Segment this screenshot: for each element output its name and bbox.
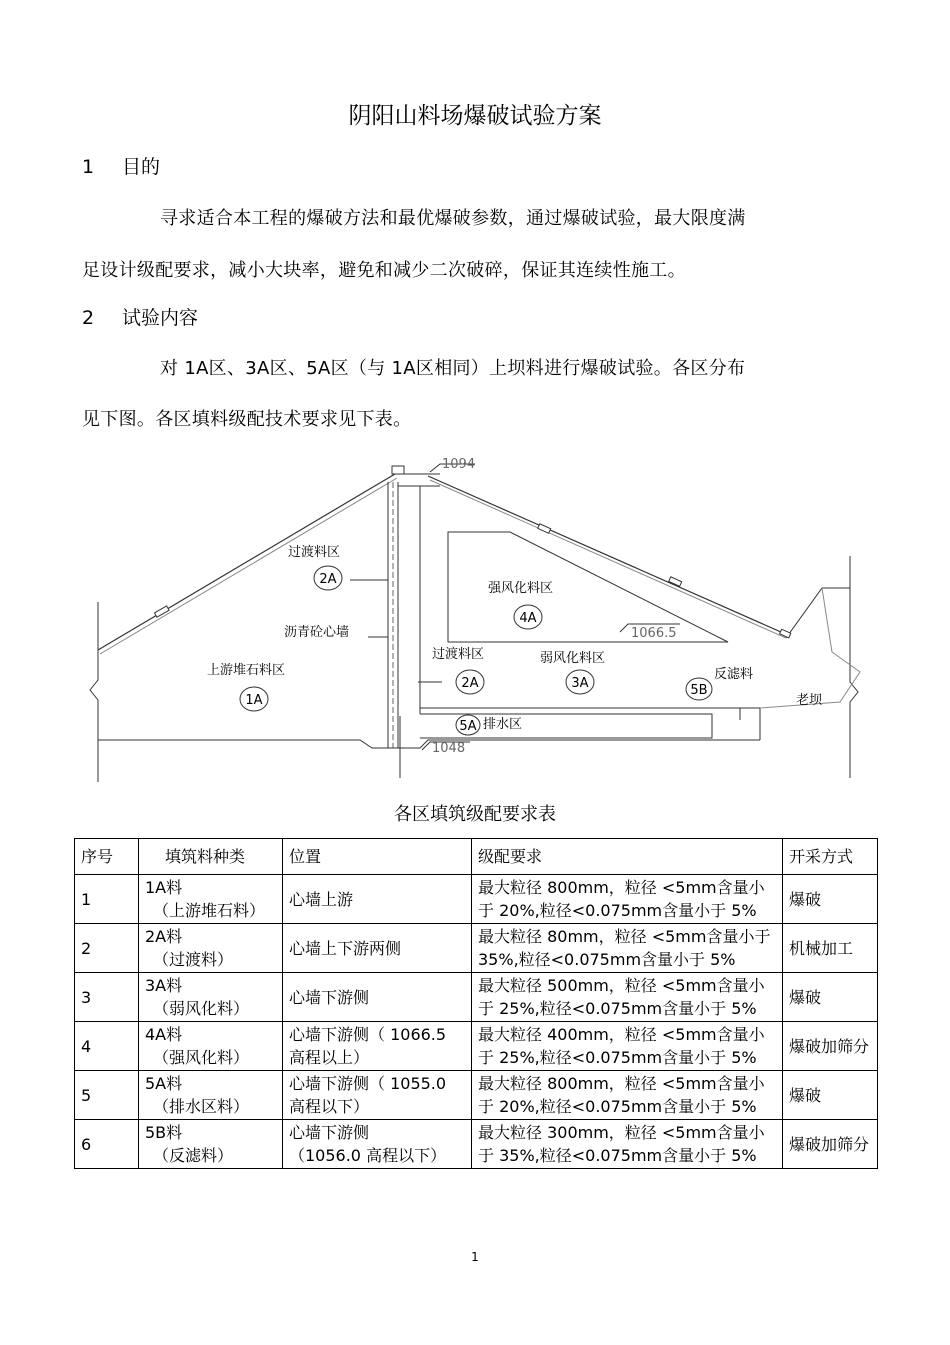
- cell-type-note: （弱风化料）: [153, 999, 250, 1018]
- table-row: [75, 973, 878, 1022]
- cell-type: [139, 1071, 283, 1120]
- cell-method: 爆破加筛分: [783, 1022, 878, 1071]
- cell-requirement: [472, 973, 783, 1022]
- label-old-dam: 老坝: [796, 693, 823, 708]
- section-1-line-2: 足设计级配要求，减小大块率，避免和减少二次破碎，保证其连续性施工。: [82, 260, 686, 281]
- downstream-slope-inner-line: [430, 480, 786, 638]
- cell-method: 爆破: [783, 875, 878, 924]
- zone-5A: 5A: [459, 719, 477, 734]
- section-2-number: 2: [82, 307, 95, 329]
- old-dam-face: [760, 588, 860, 708]
- section-2-line-1: 对 1A区、3A区、5A区（与 1A区相同）上坝料进行爆破试验。各区分布: [160, 358, 746, 379]
- upstream-slope-line: [98, 474, 395, 650]
- cell-requirement-line-2: 于 20%,粒径<0.075mm含量小于 5%: [478, 1097, 757, 1116]
- cell-requirement: [472, 1071, 783, 1120]
- cell-method: 爆破加筛分: [783, 1120, 878, 1169]
- cell-location: [283, 924, 472, 973]
- cell-requirement-line-1: 最大粒径 300mm，粒径 <5mm含量小: [478, 1123, 765, 1142]
- slope-marker: [538, 524, 551, 533]
- cell-requirement-line-1: 最大粒径 800mm，粒径 <5mm含量小: [478, 1074, 765, 1093]
- section-1-heading: [82, 152, 160, 179]
- table-caption: 各区填筑级配要求表: [394, 804, 556, 825]
- cell-type-note: （过渡料）: [153, 950, 234, 969]
- cell-method: 机械加工: [783, 924, 878, 973]
- cell-no: 2: [75, 924, 139, 973]
- header-location: 位置: [283, 839, 472, 875]
- cell-type: [139, 1120, 283, 1169]
- cell-type-note: （排水区料）: [153, 1097, 250, 1116]
- zone-1A: 1A: [245, 693, 263, 708]
- zone-2A-upstream: 2A: [319, 572, 337, 587]
- table-row: [75, 1120, 878, 1169]
- cell-location-line-2: 高程以上）: [289, 1048, 370, 1067]
- cell-no: 4: [75, 1022, 139, 1071]
- cell-location-line-2: 高程以下）: [289, 1097, 370, 1116]
- page-number: 1: [471, 1250, 479, 1264]
- zone-2A-downstream: 2A: [461, 676, 479, 691]
- label-transition-upstream: 过渡料区: [288, 545, 341, 560]
- cell-requirement-line-2: 于 25%,粒径<0.075mm含量小于 5%: [478, 1048, 757, 1067]
- header-method: 开采方式: [783, 839, 878, 875]
- cell-requirement-line-1: 最大粒径 800mm，粒径 <5mm含量小: [478, 878, 765, 897]
- label-filter: 反滤料: [714, 667, 754, 682]
- label-upstream-rockfill: 上游堆石料区: [207, 663, 286, 678]
- cell-location-line-1: 心墙上游: [289, 889, 354, 909]
- cell-requirement: [472, 924, 783, 973]
- cell-type-note: （反滤料）: [153, 1146, 234, 1165]
- cell-no: 1: [75, 875, 139, 924]
- cell-location-line-1: 心墙下游侧（ 1066.5: [289, 1025, 447, 1044]
- table-row: [75, 875, 878, 924]
- base-line: [98, 740, 760, 748]
- zone-3A: 3A: [571, 676, 589, 691]
- cell-type-name: 3A料: [145, 976, 183, 995]
- table-row: [75, 1022, 878, 1071]
- section-2-title: 试验内容: [122, 307, 199, 329]
- cell-requirement-line-1: 最大粒径 400mm，粒径 <5mm含量小: [478, 1025, 765, 1044]
- cell-type-note: （上游堆石料）: [153, 901, 266, 920]
- cell-requirement: [472, 1022, 783, 1071]
- slope-marker: [154, 606, 169, 617]
- cell-location: [283, 973, 472, 1022]
- cell-type: [139, 1022, 283, 1071]
- cell-type: [139, 973, 283, 1022]
- section-2-heading: [82, 303, 198, 330]
- cell-type-name: 2A料: [145, 927, 183, 946]
- header-type: 填筑料种类: [139, 839, 283, 875]
- crest-elevation: 1094: [442, 457, 476, 472]
- section-1-title: 目的: [122, 156, 161, 178]
- cell-location: [283, 875, 472, 924]
- section-2-line-2: 见下图。各区填料级配技术要求见下表。: [82, 409, 412, 430]
- cell-type-name: 4A料: [145, 1025, 183, 1044]
- cell-type: [139, 875, 283, 924]
- label-weak-weathered: 弱风化料区: [540, 651, 606, 666]
- cell-requirement: [472, 1120, 783, 1169]
- cell-type-note: （强风化料）: [153, 1048, 250, 1067]
- cell-location-line-1: 心墙上下游两侧: [289, 938, 402, 958]
- cell-location-line-2: （1056.0 高程以下）: [289, 1146, 447, 1165]
- slope-marker: [780, 629, 791, 638]
- cell-type-name: 5B料: [145, 1123, 183, 1142]
- cell-location: [283, 1071, 472, 1120]
- cell-location-line-1: 心墙下游侧: [289, 987, 370, 1007]
- header-requirement: 级配要求: [472, 839, 783, 875]
- middle-elevation: 1066.5: [631, 626, 677, 641]
- cell-requirement: [472, 875, 783, 924]
- dam-cross-section-figure: [80, 452, 870, 787]
- cell-no: 5: [75, 1071, 139, 1120]
- downstream-slope-line: [428, 476, 790, 636]
- cell-location-line-1: 心墙下游侧: [289, 1123, 370, 1142]
- cell-type-name: 5A料: [145, 1074, 183, 1093]
- left-boundary-line: [90, 602, 98, 782]
- cell-type: [139, 924, 283, 973]
- header-no: 序号: [75, 839, 139, 875]
- cell-no: 6: [75, 1120, 139, 1169]
- label-drainage: 排水区: [483, 717, 523, 732]
- cell-requirement-line-2: 于 25%,粒径<0.075mm含量小于 5%: [478, 999, 757, 1018]
- cell-requirement-line-1: 最大粒径 80mm，粒径 <5mm含量小于: [478, 927, 771, 946]
- cell-location: [283, 1120, 472, 1169]
- label-strong-weathered: 强风化料区: [488, 581, 554, 596]
- zone-5B: 5B: [690, 683, 708, 698]
- cell-requirement-line-1: 最大粒径 500mm，粒径 <5mm含量小: [478, 976, 765, 995]
- bottom-elevation: 1048: [432, 741, 466, 756]
- cell-type-name: 1A料: [145, 878, 183, 897]
- table-row: [75, 1071, 878, 1120]
- cell-location: [283, 1022, 472, 1071]
- cell-requirement-line-2: 于 35%,粒径<0.075mm含量小于 5%: [478, 1146, 757, 1165]
- cell-location-line-1: 心墙下游侧（ 1055.0: [289, 1074, 447, 1093]
- cell-method: 爆破: [783, 973, 878, 1022]
- label-asphalt-core: 沥青砼心墙: [284, 625, 350, 640]
- cell-requirement-line-2: 于 20%,粒径<0.075mm含量小于 5%: [478, 901, 757, 920]
- label-transition-downstream: 过渡料区: [432, 647, 485, 662]
- crest-block: [392, 466, 404, 474]
- table-row: [75, 924, 878, 973]
- table-header-row: [75, 839, 878, 875]
- cell-requirement-line-2: 35%,粒径<0.075mm含量小于 5%: [478, 950, 736, 969]
- cell-method: 爆破: [783, 1071, 878, 1120]
- section-1-number: 1: [82, 156, 95, 178]
- page-title: 阴阳山料场爆破试验方案: [348, 103, 602, 129]
- cell-no: 3: [75, 973, 139, 1022]
- section-1-line-1: 寻求适合本工程的爆破方法和最优爆破参数，通过爆破试验，最大限度满: [160, 208, 746, 229]
- zone-4A: 4A: [519, 611, 537, 626]
- upstream-slope-inner-line: [100, 478, 397, 654]
- grading-requirements-table: [74, 838, 878, 1169]
